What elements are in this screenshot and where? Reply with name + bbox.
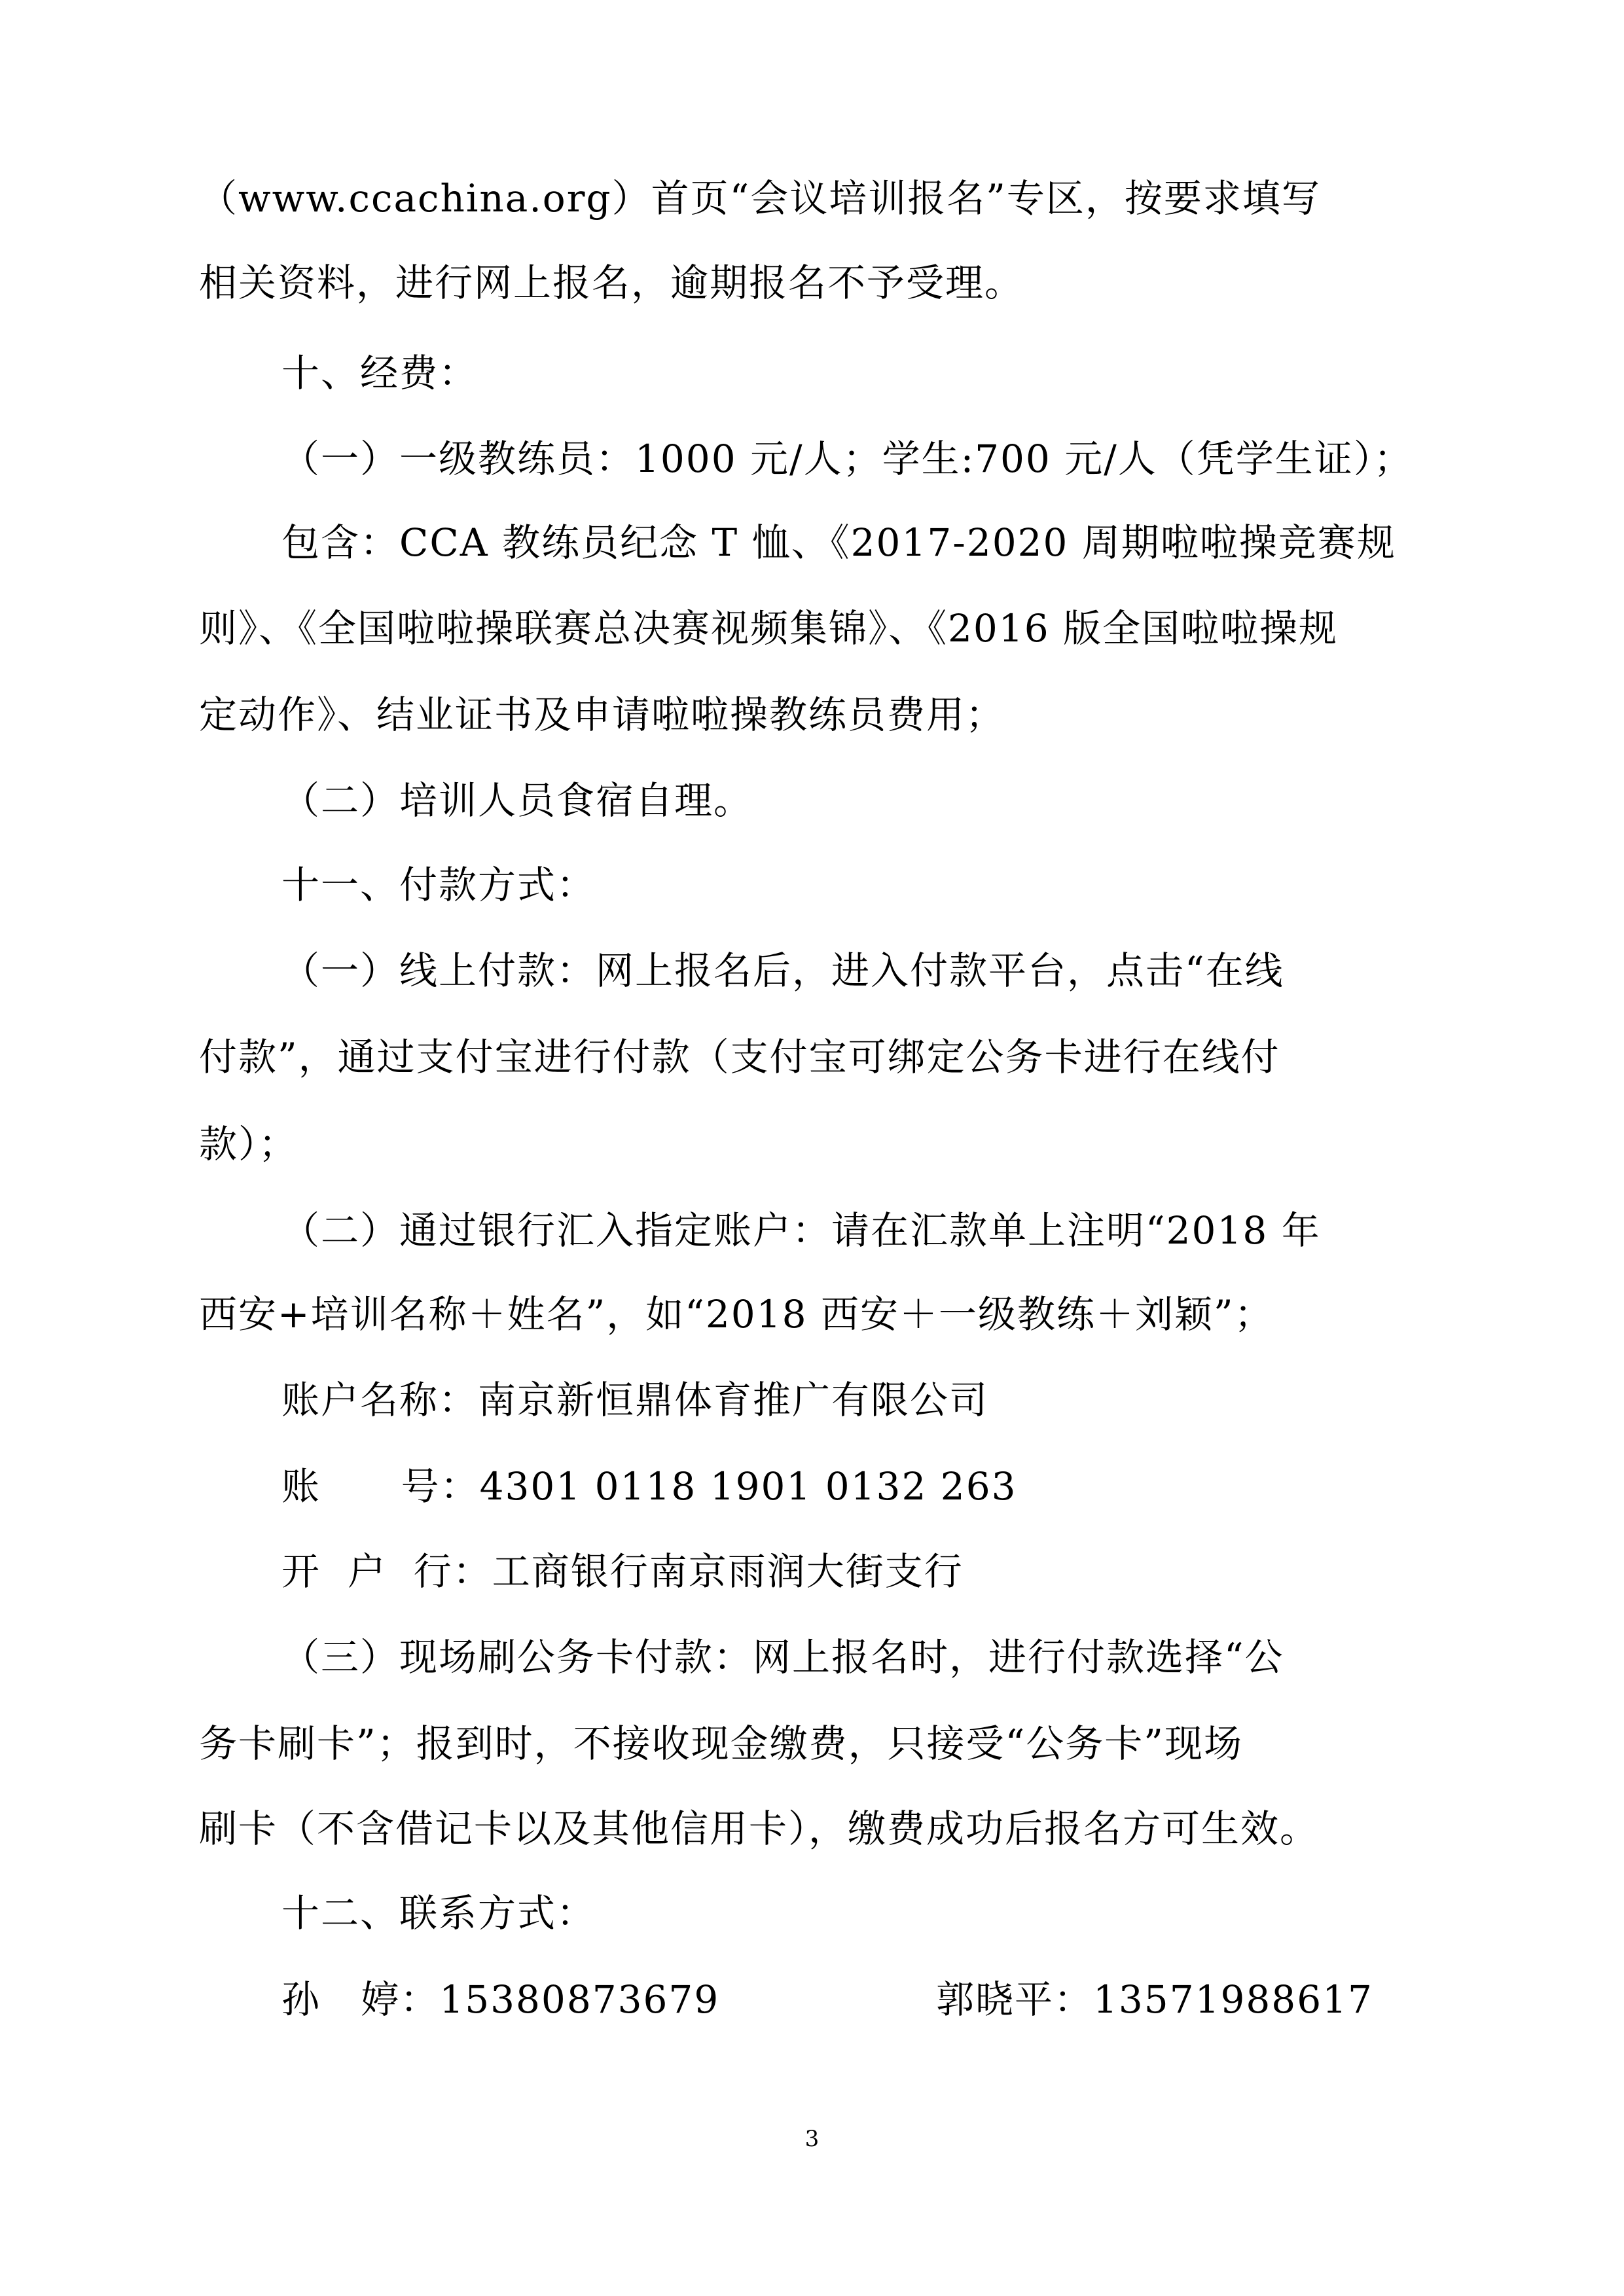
text-line: （三）现场刷公务卡付款：网上报名时，进行付款选择“公: [281, 1635, 1284, 1679]
contact-guo-xiaoping: 郭晓平：13571988617: [936, 1977, 1373, 2022]
text-line: （一）线上付款：网上报名后，进入付款平台，点击“在线: [281, 948, 1284, 993]
contact-sun-ting: 孙 婷：15380873679: [281, 1977, 720, 2022]
text-line: 款）；: [199, 1122, 298, 1166]
text-line-www-link: （www.ccachina.org）首页“会议培训报名”专区，按要求填写: [199, 176, 1321, 221]
text-line: （二）培训人员食宿自理。: [281, 778, 753, 823]
text-line: 则》、《全国啦啦操联赛总决赛视频集锦》、《2016 版全国啦啦操规: [199, 606, 1339, 651]
text-line: 务卡刷卡”；报到时，不接收现金缴费，只接受“公务卡”现场: [199, 1721, 1243, 1766]
page-number: 3: [804, 2126, 820, 2152]
account-bank: 开 户 行：工商银行南京雨润大街支行: [281, 1549, 964, 1594]
text-line: （二）通过银行汇入指定账户：请在汇款单上注明“2018 年: [281, 1208, 1321, 1253]
section-heading-payment: 十一、付款方式：: [281, 863, 596, 907]
text-line: 包含：CCA 教练员纪念 T 恤、《2017-2020 周期啦啦操竞赛规: [281, 520, 1396, 565]
text-line: 定动作》、结业证书及申请啦啦操教练员费用；: [199, 692, 1005, 737]
text-line: 付款”，通过支付宝进行付款（支付宝可绑定公务卡进行在线付: [199, 1035, 1280, 1079]
account-number: 账 号：4301 0118 1901 0132 263: [281, 1464, 1017, 1509]
section-heading-contact: 十二、联系方式：: [281, 1891, 596, 1935]
text-line: 西安+培训名称＋姓名”，如“2018 西安＋一级教练＋刘颖”；: [199, 1292, 1274, 1336]
text-line: 刷卡（不含借记卡以及其他信用卡），缴费成功后报名方可生效。: [199, 1806, 1320, 1851]
text-line: 相关资料，进行网上报名，逾期报名不予受理。: [199, 260, 1024, 305]
text-line-fee-amounts: （一）一级教练员：1000 元/人；学生:700 元/人（凭学生证）；: [281, 437, 1413, 481]
account-name: 账户名称：南京新恒鼎体育推广有限公司: [281, 1378, 989, 1422]
section-heading-fees: 十、经费：: [281, 351, 478, 395]
